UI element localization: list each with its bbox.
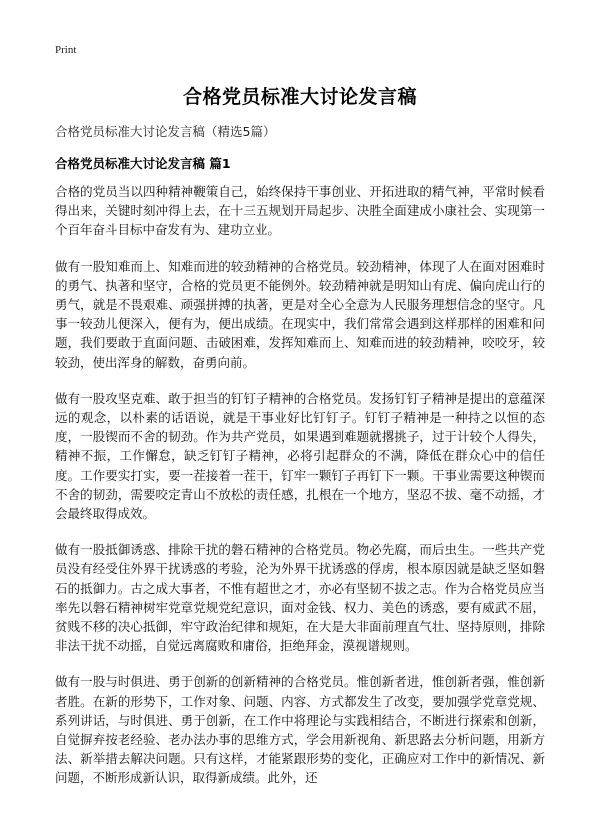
page-title: 合格党员标准大讨论发言稿 — [182, 86, 417, 108]
paragraph-2: 做有一股知难而上、知难而进的较劲精神的合格党员。较劲精神，体现了人在面对困难时的勇气、执著和坚守，合格的党员更不能例外。较劲精神就是明知山有虎、偏向虎山行的勇气，就是不畏艰难、顽强拼搏的执著，更是对全心全意为人民服务理想信念的坚守。凡事一较劲儿便深入，便有为，便出成绩。在现实中，我们常常会遇到这样那样的困难和问题，我们要敢于直面问题、击破困难，发挥知难而上、知难而进的较劲精神，咬咬牙，较较劲，使出浑身的解数，奋勇向前。 — [55, 258, 545, 370]
document-subtitle: 合格党员标准大讨论发言稿（精选5篇） — [55, 124, 276, 139]
paragraph-5: 做有一股与时俱进、勇于创新的创新精神的合格党员。惟创新者进，惟创新者强，惟创新者胜。在新的形势下，工作对象、问题、内容、方式都发生了改变，要加强学党章党规、系列讲话，与时俱进、勇于创新，在工作中将理论与实践相结合，不断进行探索和创新，自觉摒弃按老经验、老办法办事的思维方式，学会用新视角、新思路去分析问题，用新方法、新举措去解决问题。只有这样，才能紧跟形势的变化，正确应对工作中的新情况、新问题，不断形成新认识，取得新成绩。此外，还 — [55, 674, 545, 786]
print-label[interactable]: Print — [55, 44, 77, 56]
article-body — [55, 182, 545, 805]
paragraph-1: 合格的党员当以四种精神鞭策自己，始终保持干事创业、开拓进取的精气神，平常时候看得出来，关键时刻冲得上去，在十三五规划开局起步、决胜全面建成小康社会、实现第一个百年奋斗目标中奋发有为、建功立业。 — [55, 184, 545, 238]
section-heading: 合格党员标准大讨论发言稿 篇1 — [55, 156, 231, 171]
paragraph-3: 做有一股攻坚克难、敢于担当的钉钉子精神的合格党员。发扬钉钉子精神是提出的意蕴深远的观念，以朴素的话语说，就是干事业好比钉钉子。钉钉子精神是一种持之以恒的态度，一股锲而不舍的韧劲。作为共产党员，如果遇到难题就撂挑子，过于计较个人得失，精神不振，工作懈怠，缺乏钉钉子精神，必将引起群众的不满，降低在群众心中的信任度。工作要实打实，要一茬接着一茬干，钉牢一颗钉子再钉下一颗。干事业需要这种锲而不舍的韧劲，需要咬定青山不放松的责任感，扎根在一个地方，坚忍不拔、毫不动摇，才会最终取得成效。 — [55, 390, 545, 522]
paragraph-4: 做有一股抵御诱惑、排除干扰的磐石精神的合格党员。物必先腐，而后虫生。一些共产党员没有经受住外界干扰诱惑的考验，沦为外界干扰诱惑的俘虏，根本原因就是缺乏坚如磐石的抵御力。古之成大事者，不惟有超世之才，亦必有坚韧不拔之志。作为合格党员应当率先以磐石精神树牢党章党规党纪意识，面对金钱、权力、美色的诱惑，要有威武不屈，贫贱不移的决心抵御，牢守政治纪律和规矩，在大是大非面前理直气壮、坚持原则，排除非法干扰不动摇，自觉远离腐败和庸俗，拒绝拜金，漠视谱规则。 — [55, 542, 545, 654]
